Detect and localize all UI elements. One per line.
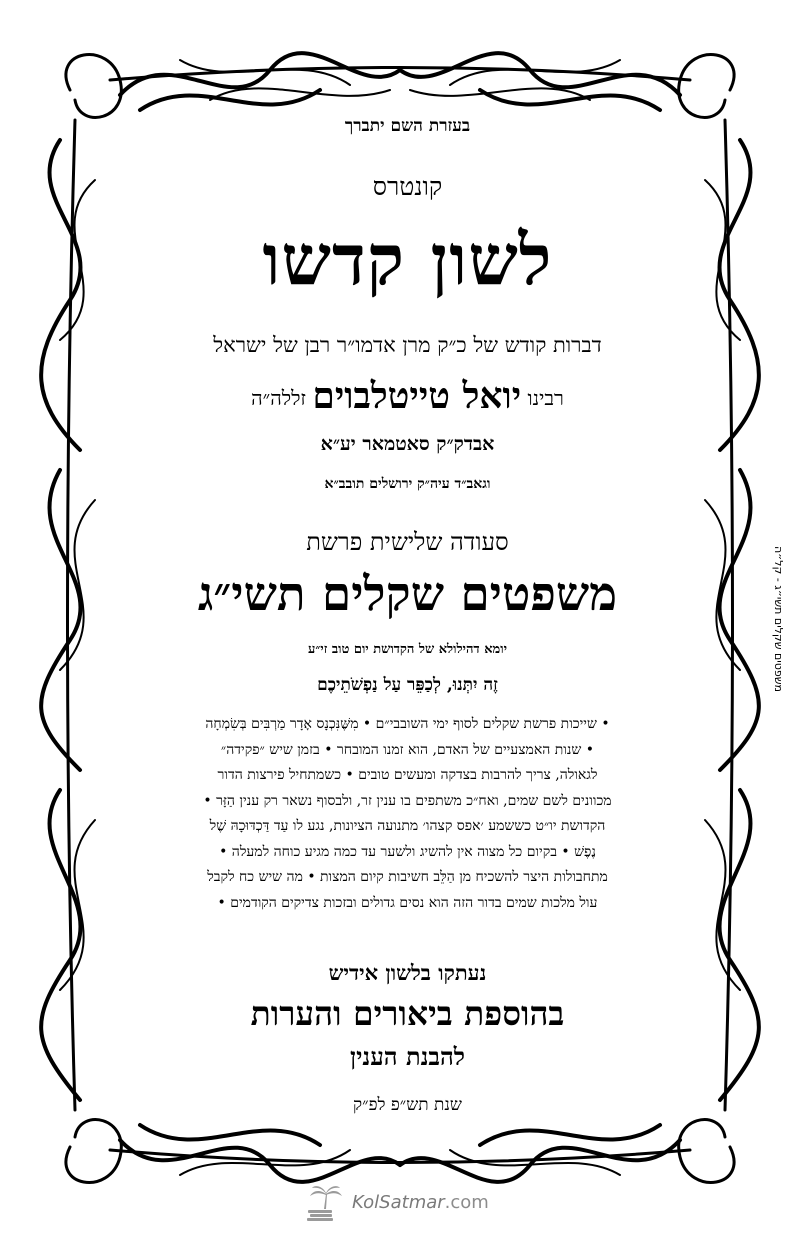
author-prefix: רבינו <box>527 386 564 410</box>
kuntres-label: קונטרס <box>372 172 443 201</box>
topic-row: • שייכות פרשת שקלים לסוף ימי השובבי״ם • מִשֶּׁנִּכְנָס אָדָר מַרְבִּים בְּשִׂמְחָה <box>205 716 610 732</box>
gavad-line: וגאב״ד עיה״ק ירושלים תובב״א <box>324 476 491 492</box>
logo-text <box>352 1192 489 1213</box>
understanding-line: להבנת הענין <box>350 1042 465 1071</box>
translated-note: נעתקו בלשון אידיש <box>328 960 487 985</box>
palm-tree-books-icon <box>300 1182 348 1222</box>
parsha-title: משפטים שקלים תשי״ג <box>197 567 618 622</box>
topic-row: עול מלכות שמים בדור הזה הוא נסים גדולים ובזכות צדיקים הקודמים • <box>217 894 598 911</box>
author-name: יואל טייטלבוים <box>312 375 522 417</box>
divrei-kodesh-line: דברות קודש של כ״ק מרן אדמו״ר רבן של ישראל <box>213 333 602 357</box>
author-line <box>140 375 675 417</box>
topics-list <box>130 712 685 916</box>
logo-name: KolSatmar <box>352 1191 445 1213</box>
topic-row: מכוונים לשם שמים, ואח״כ משתפים בו ענין זר, ולבסוף נשאר רק ענין הַזָּר • <box>203 792 612 809</box>
avdak-line: אבדק״ק סאטמאר יע״א <box>320 433 495 455</box>
book-title: לשון קדשו <box>262 218 553 301</box>
additions-title: בהוספת ביאורים והערות <box>250 994 565 1033</box>
topic-row: הקדושת יו״ט כששמע ׳אפס קצהו׳ מתנועה הציונות, נגע לו עַד דַּכְדּוּכָהּ שֶׁל <box>209 818 606 834</box>
topic-row: • שנות האמצעיים של האדם, הוא זמנו המובחר • בזמן שיש ״פקידה״ <box>220 741 595 758</box>
topic-row: נֶפֶשׁ • בקיום כל מצוה אין להשיג ולשער עד כמה מגיע כוחה למעלה • <box>219 843 596 860</box>
author-suffix: זללה״ה <box>251 386 307 410</box>
kolsatmar-logo[interactable] <box>300 1182 500 1222</box>
yoma-line: יומא דהילולא של הקדושת יום טוב זי״ע <box>308 642 507 657</box>
side-caption: משפטים שקלים תשי״ג - קל״ה <box>772 545 785 692</box>
seuda-line: סעודה שלישית פרשת <box>306 528 509 556</box>
verse-line: זֶה יִתְּנוּ, לְכַפֵּר עַל נַפְשֹׁתֵיכֶם <box>317 675 498 695</box>
topic-row: לגאולה, צריך להרבות בצדקה ומעשים טובים • כשמתחיל פירצות הדור <box>217 767 598 783</box>
topic-row: מתחבולות היצר להשכיח מן הַלֵּב חשיבות קיום המצות • מה שיש כח לקבל <box>207 869 608 885</box>
logo-domain: .com <box>444 1191 489 1213</box>
opening-line: בעזרת השם יתברך <box>344 116 471 136</box>
publication-year: שנת תש״פ לפ״ק <box>353 1095 462 1115</box>
